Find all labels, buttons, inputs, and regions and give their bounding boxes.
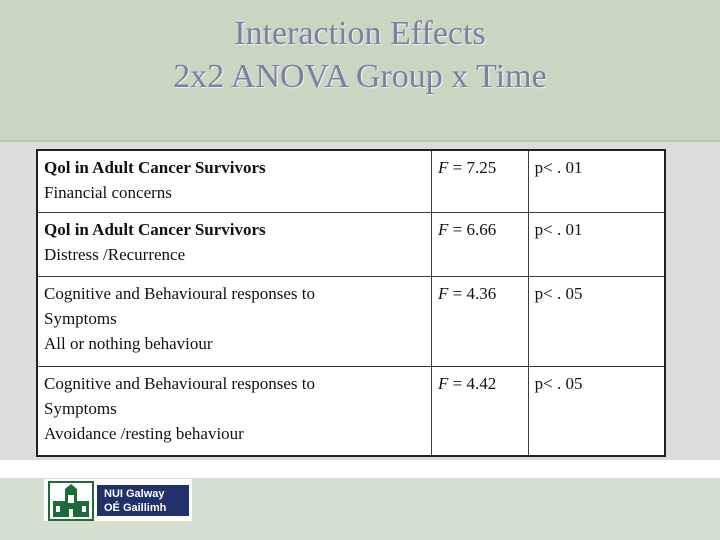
- nui-galway-logo: [44, 479, 192, 521]
- f-label: F: [438, 158, 449, 177]
- table-row: [37, 366, 665, 456]
- slide-title-line-1: Interaction Effects: [234, 15, 486, 52]
- table-row: [37, 277, 665, 367]
- p-value: p< . 05: [534, 373, 583, 393]
- p-value: p< . 05: [534, 284, 583, 304]
- scale-name-line-1: Cognitive and Behavioural responses to: [44, 373, 316, 393]
- scale-name: Qol in Adult Cancer Survivors: [44, 158, 266, 177]
- f-statistic-cell: [432, 212, 529, 276]
- slide-title-line-2: 2x2 ANOVA Group x Time: [173, 58, 547, 95]
- f-value: = 4.42: [448, 373, 497, 393]
- logo-wordmark: [97, 485, 189, 516]
- table-row: [37, 212, 665, 276]
- subscale-name: Financial concerns: [44, 183, 172, 202]
- p-value-cell: [528, 277, 665, 367]
- scale-name-line-2: Symptoms: [44, 398, 117, 418]
- scale-name: Qol in Adult Cancer Survivors: [44, 219, 266, 239]
- f-label: F: [438, 284, 449, 304]
- f-statistic-cell: [432, 366, 529, 456]
- p-value-cell: [528, 150, 665, 212]
- subscale-name: All or nothing behaviour: [44, 334, 213, 354]
- subscale-name: Distress /Recurrence: [44, 244, 186, 264]
- quadrangle-building-icon: [48, 481, 94, 521]
- f-statistic-cell: [432, 277, 529, 367]
- measure-cell: [37, 277, 432, 367]
- f-label: F: [438, 219, 449, 239]
- p-value-cell: [528, 212, 665, 276]
- p-value: p< . 01: [534, 219, 583, 239]
- results-table: [36, 149, 666, 457]
- measure-cell: [37, 212, 432, 276]
- p-value: p< . 01: [534, 158, 583, 177]
- subscale-name: Avoidance /resting behaviour: [44, 423, 244, 443]
- logo-line-1: NUI Galway: [104, 488, 165, 500]
- f-statistic-cell: [432, 150, 529, 212]
- logo-line-2: OÉ Gaillimh: [104, 502, 167, 514]
- f-value: = 6.66: [448, 219, 497, 239]
- f-label: F: [438, 373, 449, 393]
- measure-cell: [37, 150, 432, 212]
- measure-cell: [37, 366, 432, 456]
- table-row: [37, 150, 665, 212]
- f-value: = 7.25: [448, 158, 497, 177]
- p-value-cell: [528, 366, 665, 456]
- scale-name-line-2: Symptoms: [44, 309, 117, 329]
- f-value: = 4.36: [448, 284, 497, 304]
- scale-name-line-1: Cognitive and Behavioural responses to: [44, 284, 316, 304]
